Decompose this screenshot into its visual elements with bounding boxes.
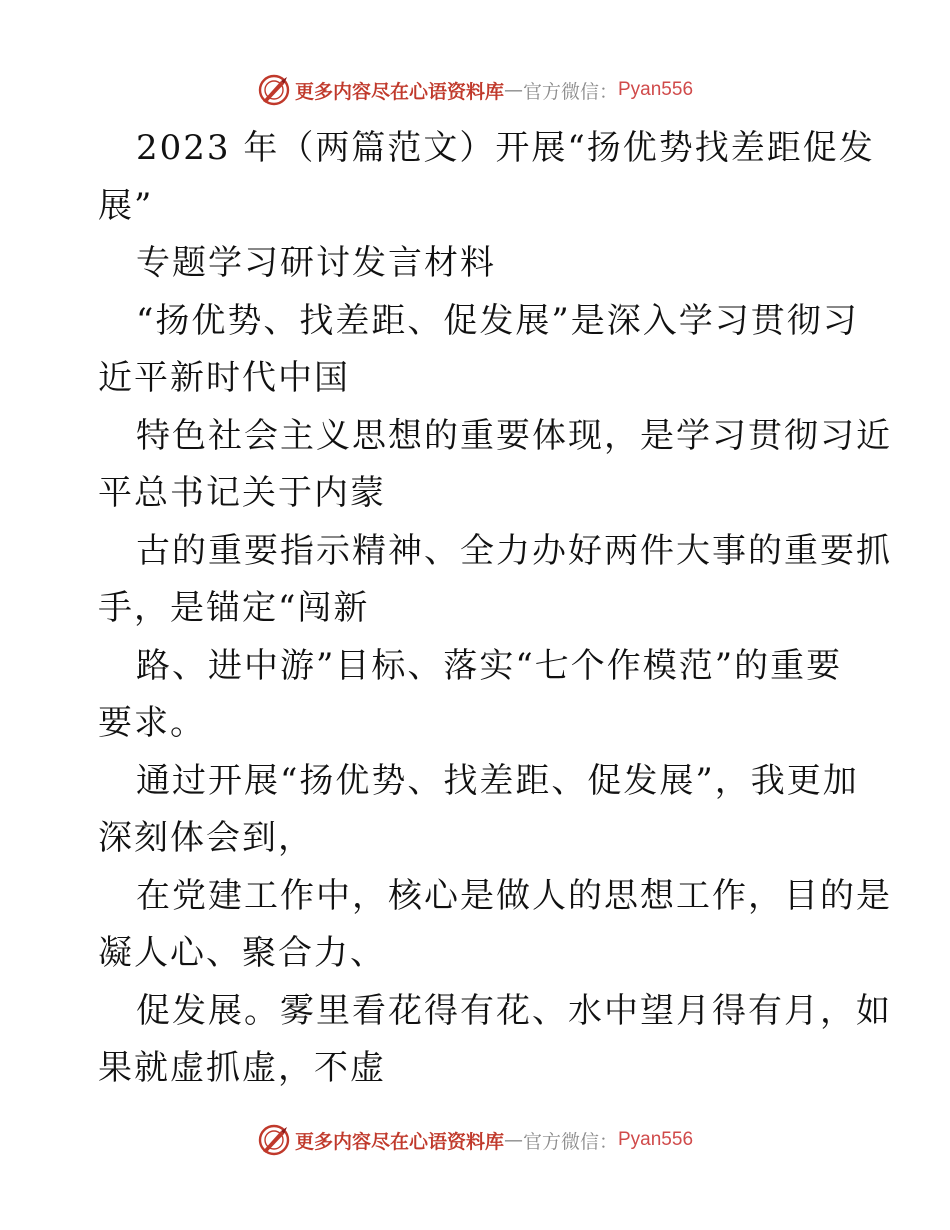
body-line: 通过开展“扬优势、找差距、促发展”，我更加	[136, 760, 859, 801]
watermark-dash: —	[503, 1129, 523, 1151]
watermark-official-label: 官方微信：	[522, 80, 618, 103]
title-line-2: 展”	[98, 185, 154, 226]
body-line: 凝人心、聚合力、	[98, 933, 386, 973]
body-line: 果就虚抓虚，不虚	[98, 1048, 386, 1088]
watermark-dash: —	[503, 79, 523, 101]
document-body	[98, 124, 892, 1102]
quill-circle-icon	[257, 73, 291, 107]
watermark-account: Pyan556	[618, 1129, 694, 1150]
watermark-official-label: 官方微信：	[522, 1130, 618, 1153]
body-line: 深刻体会到，	[98, 818, 314, 858]
body-line: 手，是锚定“闯新	[98, 588, 370, 628]
body-line: “扬优势、找差距、促发展”是深入学习贯彻习	[136, 300, 859, 341]
quill-circle-icon	[257, 1123, 291, 1157]
body-line: 平总书记关于内蒙	[98, 473, 386, 513]
body-line: 促发展。雾里看花得有花、水中望月得有月，如	[136, 990, 892, 1031]
watermark-banner-top	[0, 70, 950, 110]
watermark-account: Pyan556	[618, 79, 694, 100]
watermark-banner-bottom	[0, 1120, 950, 1160]
body-line: 在党建工作中，核心是做人的思想工作，目的是	[136, 875, 892, 916]
title-line-1: 2023 年（两篇范文）开展“扬优势找差距促发	[136, 128, 875, 168]
body-line: 要求。	[98, 703, 206, 743]
watermark-main-text: 更多内容尽在心语资料库	[294, 1130, 504, 1153]
body-line: 近平新时代中国	[98, 358, 350, 398]
body-line: 古的重要指示精神、全力办好两件大事的重要抓	[136, 530, 892, 571]
subtitle-line: 专题学习研讨发言材料	[136, 243, 496, 283]
body-line: 特色社会主义思想的重要体现，是学习贯彻习近	[136, 415, 892, 456]
watermark-main-text: 更多内容尽在心语资料库	[294, 80, 504, 103]
body-line: 路、进中游”目标、落实“七个作模范”的重要	[136, 645, 843, 686]
